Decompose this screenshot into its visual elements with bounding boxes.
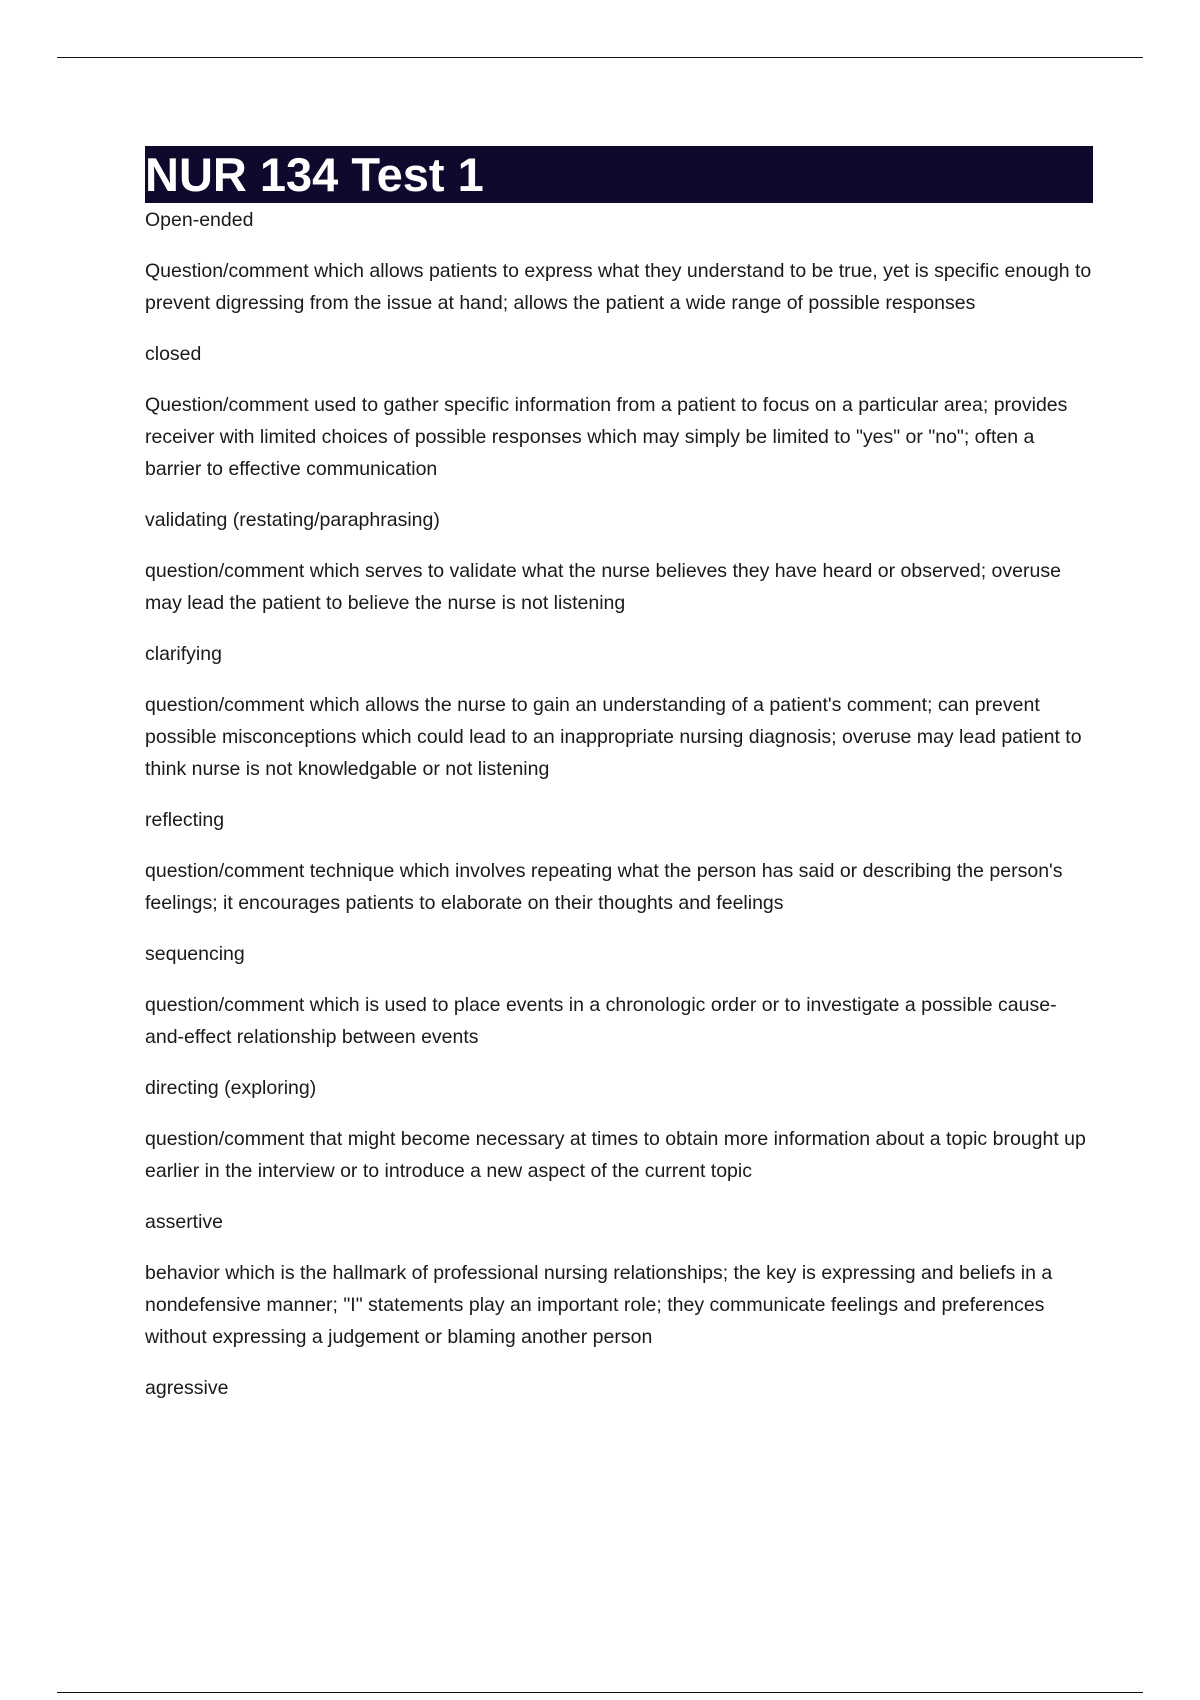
card-definition: behavior which is the hallmark of professional nursing relationships; the key is expressing and beliefs in a nondefensive manner; "I" statements play an important role; they communicate feelings and preferences without expressing a judgement or blaming another person [145,1262,1053,1348]
card-term: reflecting [145,809,225,831]
card-term: validating (restating/paraphrasing) [145,509,440,531]
card-definition: Question/comment which allows patients to express what they understand to be true, yet is specific enough to prevent digressing from the issue at hand; allows the patient a wide range of possible responses [145,260,1092,314]
card-term: assertive [145,1211,224,1233]
card-definition: question/comment that might become necessary at times to obtain more information about a topic brought up earlier in the interview or to introduce a new aspect of the current topic [145,1128,1086,1182]
header-rule [57,57,1143,58]
card-term: closed [145,343,202,365]
card-definition: question/comment which allows the nurse to gain an understanding of a patient's comment; can prevent possible misconceptions which could lead to an inappropriate nursing diagnosis; overuse may lead patient to think nurse is not knowledgable or not listening [145,694,1082,780]
document-body [145,146,1093,1423]
card-definition: question/comment which serves to validate what the nurse believes they have heard or observed; overuse may lead the patient to believe the nurse is not listening [145,560,1061,614]
card-definition: Question/comment used to gather specific information from a patient to focus on a particular area; provides receiver with limited choices of possible responses which may simply be limited to "yes" or "no"; often a barrier to effective communication [145,394,1068,480]
card-term: agressive [145,1377,229,1399]
card-definition: question/comment technique which involves repeating what the person has said or describing the person's feelings; it encourages patients to elaborate on their thoughts and feelings [145,860,1063,914]
card-definition: question/comment which is used to place events in a chronologic order or to investigate a possible cause-and-effect relationship between events [145,994,1057,1048]
footer-rule [57,1692,1143,1693]
flashcard-list [145,204,1093,1404]
document-title: NUR 134 Test 1 [145,148,484,201]
card-term: directing (exploring) [145,1077,317,1099]
card-term: clarifying [145,643,222,665]
card-term: sequencing [145,943,245,965]
card-term: Open-ended [145,209,254,231]
title-banner [145,146,1093,203]
